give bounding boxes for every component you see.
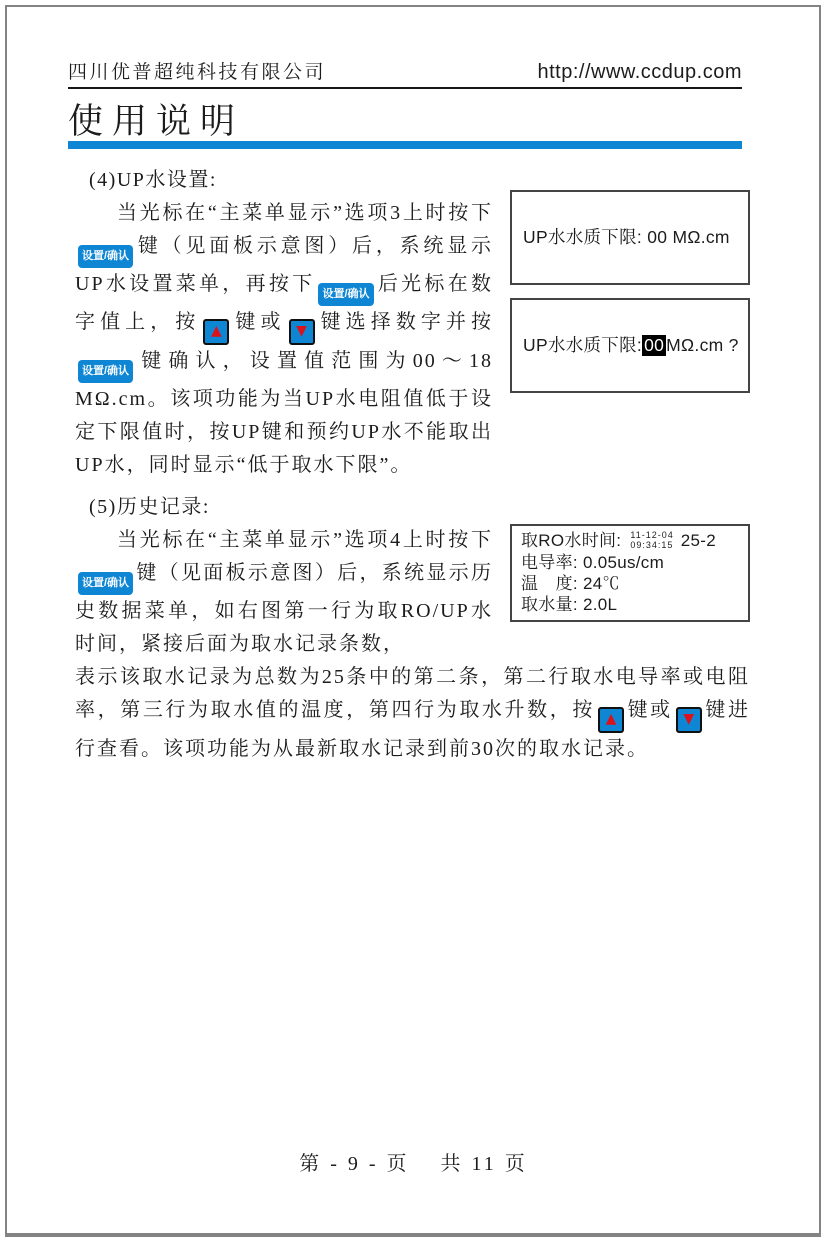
- up-arrow-key-icon: [203, 319, 229, 345]
- page-title: 使用说明: [68, 102, 245, 141]
- title-accent-bar: [68, 141, 742, 149]
- down-triangle-icon: ▼: [296, 323, 307, 339]
- lcd-box-up-limit-edit: UP水水质下限: 00 MΩ.cm ?: [510, 298, 750, 393]
- down-arrow-key-icon: [676, 707, 702, 733]
- set-confirm-key-icon: 设置/确认: [78, 360, 133, 383]
- company-name: 四川优普超纯科技有限公司: [68, 62, 327, 83]
- set-confirm-key-icon: 设置/确认: [78, 572, 133, 595]
- section5-paragraph-narrow: 当光标在“主菜单显示”选项4上时按下设置/确认 键（见面板示意图）后，系统显示历史数据菜单，如右图第一行为取RO/UP水时间，紧接后面为取水记录条数，: [75, 529, 493, 655]
- section5-row: [75, 491, 750, 661]
- record-datetime-stack: 11-12-04 09:34:15: [630, 530, 674, 550]
- history-line-time: 取RO水时间: 11-12-04 09:34:15 25-2: [521, 530, 716, 550]
- section4-text-column: [75, 164, 493, 482]
- section5-text-column: [75, 491, 493, 661]
- section4-display-boxes: [510, 190, 750, 393]
- section4-heading: (4)UP水设置:: [89, 169, 217, 191]
- lcd-box-history-record: [510, 524, 750, 622]
- down-triangle-icon: ▼: [683, 711, 695, 727]
- down-arrow-key-icon: [289, 319, 315, 345]
- up-triangle-icon: ▲: [605, 711, 617, 727]
- set-confirm-key-icon: 设置/确认: [318, 283, 373, 306]
- history-line-temperature: 温 度: 24℃: [521, 574, 620, 594]
- header-divider: [68, 87, 742, 89]
- lcd-box-up-limit: UP水水质下限: 00 MΩ.cm: [510, 190, 750, 285]
- section-history-records: [75, 491, 750, 766]
- up-triangle-icon: ▲: [210, 323, 222, 339]
- section5-heading: (5)历史记录:: [89, 496, 210, 518]
- highlighted-digit-value: 00: [644, 334, 665, 355]
- section-up-water-settings: [75, 164, 750, 482]
- section4-paragraph: 当光标在“主菜单显示”选项3上时按下设置/确认 键（见面板示意图）后，系统显示UP水设置菜单，再按下 设置/确认 后光标在数字值上，按 ▲ 键或 ▼ 键选择数字并按设置/确认 键确认，设置值范围为00～18 MΩ.cm。该项功能为当UP水电阻值低于设定下限值时，按UP键和预约UP水不能取出UP水，同时显示“低于取水下限”。: [75, 202, 494, 476]
- page-number: 第 - 9 - 页 共 11 页: [299, 1153, 528, 1175]
- section5-paragraph-full: 表示该取水记录为总数为25条中的第二条，第二行取水电导率或电阻率，第三行为取水值的温度，第四行为取水升数，按 ▲ 键或 ▼ 键进行查看。该项功能为从最新取水记录到前30次的取水记录。: [75, 666, 751, 760]
- page-header: [68, 58, 742, 84]
- set-confirm-key-icon: 设置/确认: [78, 245, 133, 268]
- company-url: http://www.ccdup.com: [537, 61, 742, 83]
- history-line-conductivity: 电导率: 0.05us/cm: [521, 553, 665, 573]
- up-arrow-key-icon: [598, 707, 624, 733]
- page-content: [75, 164, 750, 766]
- history-line-volume: 取水量: 2.0L: [521, 595, 618, 615]
